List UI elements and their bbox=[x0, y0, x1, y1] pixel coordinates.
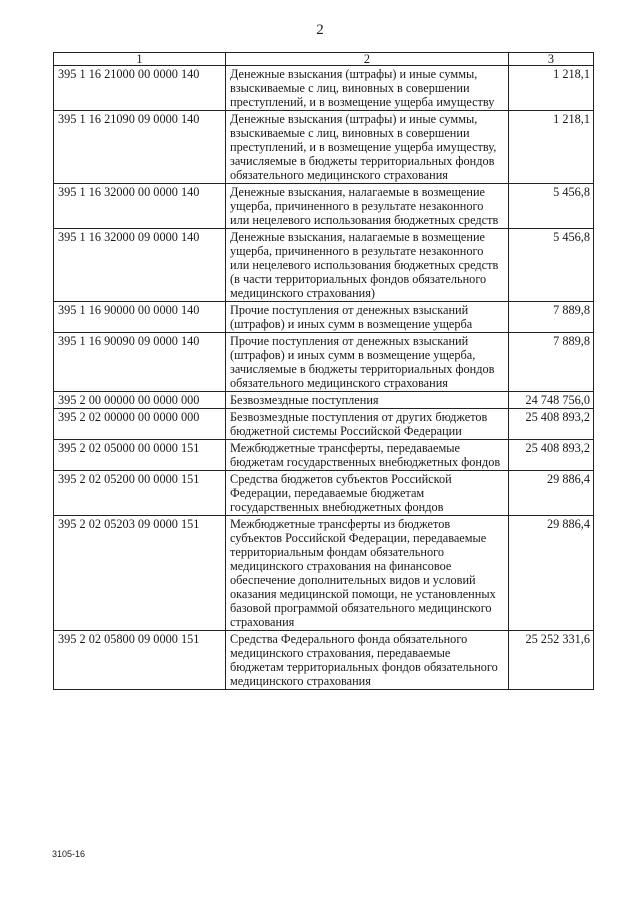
row-code: 395 1 16 21090 09 0000 140 bbox=[54, 111, 226, 184]
row-description: Безвозмездные поступления bbox=[226, 392, 509, 409]
row-code: 395 2 02 05000 00 0000 151 bbox=[54, 440, 226, 471]
table-header-row bbox=[54, 53, 594, 66]
row-description: Безвозмездные поступления от других бюджетов бюджетной системы Российской Федерации bbox=[226, 409, 509, 440]
row-code: 395 2 02 05203 09 0000 151 bbox=[54, 516, 226, 631]
table-row bbox=[54, 471, 594, 516]
row-description: Средства Федерального фонда обязательного медицинского страхования, передаваемые бюджетам территориальных фондов обязательного медицинского страхования bbox=[226, 631, 509, 690]
table-row bbox=[54, 302, 594, 333]
table-row bbox=[54, 229, 594, 302]
row-description: Межбюджетные трансферты из бюджетов субъектов Российской Федерации, передаваемые территориальным фондам обязательного медицинского страхования на финансовое обеспечение дополнительных видов и условий оказания медицинской помощи, не установленных базовой программой обязательного медицинского страхования bbox=[226, 516, 509, 631]
row-amount: 29 886,4 bbox=[509, 516, 594, 631]
table-row bbox=[54, 516, 594, 631]
column-header-description: 2 bbox=[226, 53, 509, 66]
row-code: 395 2 00 00000 00 0000 000 bbox=[54, 392, 226, 409]
row-code: 395 1 16 32000 00 0000 140 bbox=[54, 184, 226, 229]
table-row bbox=[54, 440, 594, 471]
row-description: Средства бюджетов субъектов Российской Федерации, передаваемые бюджетам государственных внебюджетных фондов bbox=[226, 471, 509, 516]
row-description: Денежные взыскания, налагаемые в возмещение ущерба, причиненного в результате незаконного или нецелевого использования бюджетных средств bbox=[226, 184, 509, 229]
row-amount: 25 252 331,6 bbox=[509, 631, 594, 690]
row-amount: 7 889,8 bbox=[509, 333, 594, 392]
row-amount: 25 408 893,2 bbox=[509, 409, 594, 440]
row-amount: 5 456,8 bbox=[509, 229, 594, 302]
row-code: 395 1 16 90000 00 0000 140 bbox=[54, 302, 226, 333]
revenue-table bbox=[53, 52, 594, 690]
row-code: 395 1 16 21000 00 0000 140 bbox=[54, 66, 226, 111]
row-amount: 25 408 893,2 bbox=[509, 440, 594, 471]
column-header-amount: 3 bbox=[509, 53, 594, 66]
table-row bbox=[54, 392, 594, 409]
row-description: Денежные взыскания, налагаемые в возмещение ущерба, причиненного в результате незаконного или нецелевого использования бюджетных средств (в части территориальных фондов обязательного медицинского страхования) bbox=[226, 229, 509, 302]
row-amount: 1 218,1 bbox=[509, 111, 594, 184]
table-row bbox=[54, 184, 594, 229]
row-amount: 1 218,1 bbox=[509, 66, 594, 111]
table-row bbox=[54, 631, 594, 690]
row-description: Межбюджетные трансферты, передаваемые бюджетам государственных внебюджетных фондов bbox=[226, 440, 509, 471]
table-row bbox=[54, 409, 594, 440]
row-description: Прочие поступления от денежных взысканий (штрафов) и иных сумм в возмещение ущерба, зачисляемые в бюджеты территориальных фондов обязательного медицинского страхования bbox=[226, 333, 509, 392]
row-code: 395 2 02 00000 00 0000 000 bbox=[54, 409, 226, 440]
row-description: Денежные взыскания (штрафы) и иные суммы, взыскиваемые с лиц, виновных в совершении преступлений, и в возмещение ущерба имуществу bbox=[226, 66, 509, 111]
row-code: 395 2 02 05800 09 0000 151 bbox=[54, 631, 226, 690]
row-code: 395 1 16 90090 09 0000 140 bbox=[54, 333, 226, 392]
table-row bbox=[54, 111, 594, 184]
document-code: 3105-16 bbox=[52, 849, 86, 859]
row-amount: 24 748 756,0 bbox=[509, 392, 594, 409]
row-code: 395 2 02 05200 00 0000 151 bbox=[54, 471, 226, 516]
row-amount: 29 886,4 bbox=[509, 471, 594, 516]
row-amount: 5 456,8 bbox=[509, 184, 594, 229]
page-number: 2 bbox=[316, 22, 324, 38]
column-header-code: 1 bbox=[54, 53, 226, 66]
row-description: Денежные взыскания (штрафы) и иные суммы, взыскиваемые с лиц, виновных в совершении преступлений, и в возмещение ущерба имуществу, зачисляемые в бюджеты территориальных фондов обязательного медицинского страхования bbox=[226, 111, 509, 184]
row-description: Прочие поступления от денежных взысканий (штрафов) и иных сумм в возмещение ущерба bbox=[226, 302, 509, 333]
table-row bbox=[54, 333, 594, 392]
row-amount: 7 889,8 bbox=[509, 302, 594, 333]
table-row bbox=[54, 66, 594, 111]
row-code: 395 1 16 32000 09 0000 140 bbox=[54, 229, 226, 302]
